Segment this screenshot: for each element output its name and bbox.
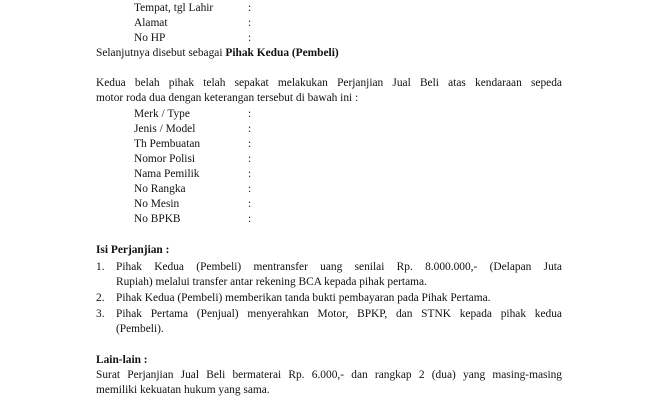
pihak-kedua-intro <box>96 46 339 60</box>
item-number: 1. <box>96 261 105 273</box>
field-colon: : <box>248 168 252 180</box>
field-colon: : <box>248 32 252 44</box>
field-label: No Rangka <box>134 183 186 195</box>
lain-lain-line-2: memiliki kekuatan hukum yang sama. <box>96 384 270 396</box>
item-number: 2. <box>96 292 105 304</box>
field-colon: : <box>248 123 252 135</box>
field-colon: : <box>248 153 252 165</box>
field-label: Th Pembuatan <box>134 138 201 150</box>
field-colon: : <box>248 213 252 225</box>
isi-item-2-line-1: Pihak Kedua (Pembeli) memberikan tanda bukti pembayaran pada Pihak Pertama. <box>116 292 491 304</box>
field-colon: : <box>248 138 252 150</box>
field-colon: : <box>248 108 252 120</box>
lain-lain-title: Lain-lain : <box>96 354 148 366</box>
field-colon: : <box>248 17 252 29</box>
pihak-kedua-title: Pihak Kedua (Pembeli) <box>225 47 339 59</box>
field-label: Merk / Type <box>134 108 190 120</box>
agreement-line-2: motor roda dua dengan keterangan tersebut di bawah ini : <box>96 92 359 104</box>
item-number: 3. <box>96 308 105 320</box>
isi-item-1-line-1: Pihak Kedua (Pembeli) mentransfer uang senilai Rp. 8.000.000,- (Delapan Juta <box>116 261 562 273</box>
field-colon: : <box>248 183 252 195</box>
agreement-line-1: Kedua belah pihak telah sepakat melakukan Perjanjian Jual Beli atas kendaraan sepeda <box>96 77 562 89</box>
isi-perjanjian-title: Isi Perjanjian : <box>96 244 170 256</box>
intro-text: Selanjutnya disebut sebagai <box>96 47 223 59</box>
field-label: Tempat, tgl Lahir <box>134 2 214 14</box>
isi-item-3-line-1: Pihak Pertama (Penjual) menyerahkan Motor, BPKP, dan STNK kepada pihak kedua <box>116 308 562 320</box>
field-label: Jenis / Model <box>134 123 196 135</box>
lain-lain-line-1: Surat Perjanjian Jual Beli bermaterai Rp. 6.000,- dan rangkap 2 (dua) yang masing-masing <box>96 369 562 381</box>
field-label: No BPKB <box>134 213 181 225</box>
field-label: No Mesin <box>134 198 180 210</box>
field-label: Nomor Polisi <box>134 153 196 165</box>
field-colon: : <box>248 198 252 210</box>
field-label: Nama Pemilik <box>134 168 200 180</box>
isi-item-1-line-2: Rupiah) melalui transfer antar rekening BCA kepada pihak pertama. <box>116 276 427 288</box>
field-label: No HP <box>134 32 166 44</box>
field-label: Alamat <box>134 17 168 29</box>
field-colon: : <box>248 2 252 14</box>
isi-item-3-line-2: (Pembeli). <box>116 323 164 335</box>
